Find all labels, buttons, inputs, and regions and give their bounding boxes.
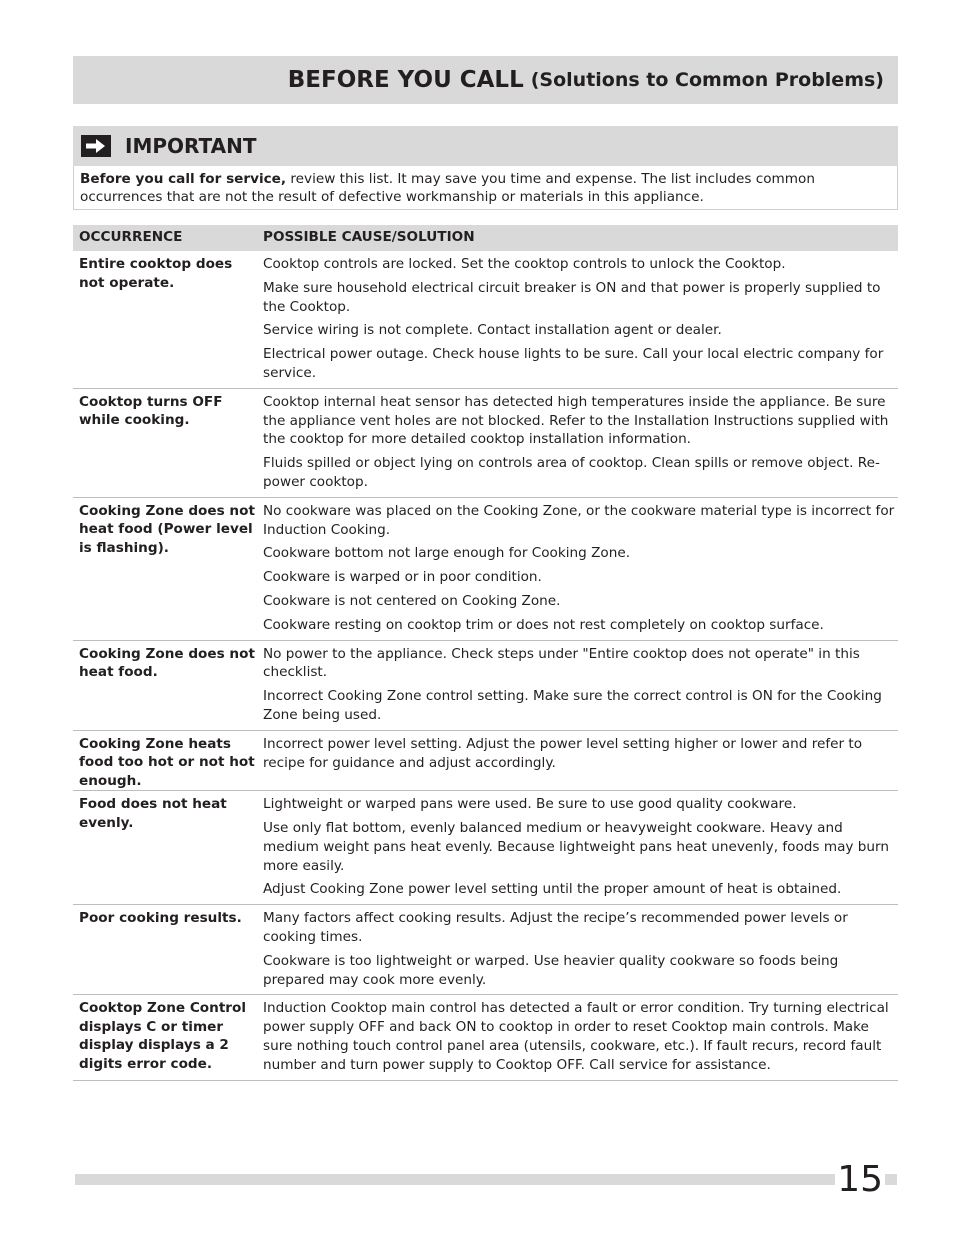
solution-cell xyxy=(263,999,898,1079)
solution-item: Incorrect Cooking Zone control setting. Make sure the correct control is ON for the Cooking Zone being used. xyxy=(263,688,882,723)
solution-item: Induction Cooktop main control has detected a fault or error condition. Try turning electrical power supply OFF and back ON to cooktop in order to reset Cooktop main controls. Make sure nothing touch control panel area (utensils, cookware, etc.). If fault recurs, record fault number and turn power supply to Cooktop OFF. Call service for assistance. xyxy=(263,1000,889,1073)
occurrence-cell: Cooktop Zone Control displays C or timer display displays a 2 digits error code. xyxy=(79,1000,247,1072)
table-row xyxy=(73,995,898,1080)
table-row xyxy=(73,498,898,641)
solution-item: Many factors affect cooking results. Adjust the recipe’s recommended power levels or cooking times. xyxy=(263,910,848,946)
footer-bar xyxy=(75,1174,897,1185)
solution-item: Lightweight or warped pans were used. Be sure to use good quality cookware. xyxy=(263,796,797,813)
solution-item: Incorrect power level setting. Adjust the power level setting higher or lower and refer to recipe for guidance and adjust accordingly. xyxy=(263,735,863,771)
table-row xyxy=(73,791,898,905)
table-row xyxy=(73,731,898,792)
troubleshooting-table xyxy=(73,251,898,1081)
solution-item: No power to the appliance. Check steps under "Entire cooktop does not operate" in this checklist. xyxy=(263,645,860,681)
important-notice xyxy=(73,166,898,210)
column-header-solution: POSSIBLE CAUSE/SOLUTION xyxy=(263,229,475,245)
solution-cell xyxy=(263,795,898,904)
solution-cell xyxy=(263,393,898,497)
solution-item: Electrical power outage. Check house lights to be sure. Call your local electric company for service. xyxy=(263,346,884,381)
column-header-occurrence: OCCURRENCE xyxy=(79,229,183,245)
solution-item: Cookware resting on cooktop trim or does not rest completely on cooktop surface. xyxy=(263,616,824,633)
occurrence-cell: Cooking Zone heats food too hot or not hot enough. xyxy=(79,735,255,789)
table-row xyxy=(73,251,898,389)
important-label: IMPORTANT xyxy=(125,134,257,158)
right-arrow-icon xyxy=(81,135,111,157)
solution-item: Cooktop controls are locked. Set the cooktop controls to unlock the Cooktop. xyxy=(263,256,786,272)
page-title-bar xyxy=(73,56,898,104)
solution-cell xyxy=(263,255,898,388)
occurrence-cell: Cooking Zone does not heat food. xyxy=(79,645,255,681)
solution-item: Cooktop internal heat sensor has detected high temperatures inside the appliance. Be sure the appliance vent holes are not blocked. Refer to the Installation Instructions supplied with the cooktop for more detailed cooktop installation information. xyxy=(263,393,889,448)
solution-item: Fluids spilled or object lying on controls area of cooktop. Clean spills or remove object. Re-power cooktop. xyxy=(263,455,880,490)
table-row xyxy=(73,389,898,498)
page-number: 15 xyxy=(837,1159,883,1200)
page-title: BEFORE YOU CALL xyxy=(287,67,524,93)
table-row xyxy=(73,641,898,731)
notice-lead-text: review this list. It may save you time and expense. The list includes common occurrences that are not the result of defective workmanship or materials in this appliance. xyxy=(80,171,815,205)
table-row xyxy=(73,905,898,995)
page-subtitle: (Solutions to Common Problems) xyxy=(530,69,884,91)
solution-item: No cookware was placed on the Cooking Zone, or the cookware material type is incorrect for Induction Cooking. xyxy=(263,502,895,538)
notice-lead-bold: Before you call for service, xyxy=(80,171,287,187)
solution-cell xyxy=(263,735,898,791)
solution-cell xyxy=(263,502,898,640)
solution-cell xyxy=(263,909,898,994)
solution-item: Cookware is warped or in poor condition. xyxy=(263,569,542,586)
solution-item: Cookware is not centered on Cooking Zone. xyxy=(263,592,561,609)
solution-item: Adjust Cooking Zone power level setting until the proper amount of heat is obtained. xyxy=(263,881,842,898)
solution-item: Use only flat bottom, evenly balanced medium or heavyweight cookware. Heavy and medium weight pans heat evenly. Because lightweight pans heat unevenly, foods may burn more easily. xyxy=(263,820,889,874)
solution-item: Service wiring is not complete. Contact installation agent or dealer. xyxy=(263,322,722,339)
table-header xyxy=(73,225,898,251)
occurrence-cell: Entire cooktop does not operate. xyxy=(79,256,233,291)
occurrence-cell: Food does not heat evenly. xyxy=(79,796,227,831)
solution-item: Make sure household electrical circuit breaker is ON and that power is properly supplied to the Cooktop. xyxy=(263,279,881,315)
important-banner xyxy=(73,126,898,166)
solution-item: Cookware bottom not large enough for Cooking Zone. xyxy=(263,545,631,562)
solution-item: Cookware is too lightweight or warped. Use heavier quality cookware so foods being prepared may cook more evenly. xyxy=(263,952,839,988)
occurrence-cell: Cooking Zone does not heat food (Power level is flashing). xyxy=(79,502,255,556)
occurrence-cell: Poor cooking results. xyxy=(79,910,242,927)
solution-cell xyxy=(263,645,898,730)
occurrence-cell: Cooktop turns OFF while cooking. xyxy=(79,393,223,429)
